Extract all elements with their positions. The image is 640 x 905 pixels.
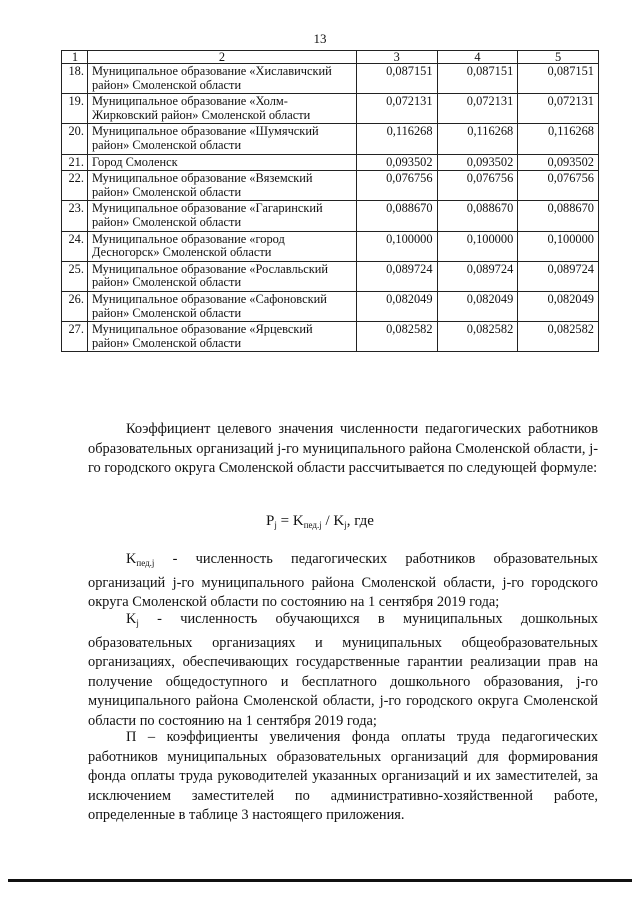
value-col-5: 0,072131 xyxy=(518,94,599,124)
kped-symbol-sub: пед.j xyxy=(136,558,155,568)
value-col-3: 0,100000 xyxy=(356,231,437,261)
bottom-rule xyxy=(8,879,632,882)
row-number: 20. xyxy=(62,124,88,154)
value-col-5: 0,100000 xyxy=(518,231,599,261)
table-row xyxy=(62,171,599,201)
formula xyxy=(0,513,640,530)
value-col-4: 0,088670 xyxy=(437,201,518,231)
value-col-3: 0,116268 xyxy=(356,124,437,154)
table-row xyxy=(62,231,599,261)
table-row xyxy=(62,124,599,154)
value-col-4: 0,093502 xyxy=(437,154,518,171)
table-row xyxy=(62,94,599,124)
row-number: 22. xyxy=(62,171,88,201)
value-col-5: 0,082049 xyxy=(518,291,599,321)
coefficients-table xyxy=(61,50,599,352)
header-col-4: 4 xyxy=(437,51,518,64)
row-number: 21. xyxy=(62,154,88,171)
formula-lhs-sub: j xyxy=(274,520,277,530)
value-col-3: 0,072131 xyxy=(356,94,437,124)
value-col-4: 0,082049 xyxy=(437,291,518,321)
value-col-3: 0,076756 xyxy=(356,171,437,201)
value-col-3: 0,089724 xyxy=(356,261,437,291)
header-col-5: 5 xyxy=(518,51,599,64)
value-col-3: 0,087151 xyxy=(356,64,437,94)
table-header-row xyxy=(62,51,599,64)
value-col-4: 0,116268 xyxy=(437,124,518,154)
value-col-4: 0,087151 xyxy=(437,64,518,94)
definition-kped xyxy=(88,550,598,613)
formula-k1-sub: пед.j xyxy=(303,520,322,530)
header-col-3: 3 xyxy=(356,51,437,64)
header-col-1: 1 xyxy=(62,51,88,64)
value-col-5: 0,116268 xyxy=(518,124,599,154)
table-row xyxy=(62,261,599,291)
kped-text: - численность педагогических работников образовательных организаций j-го муниципального района Смоленской области, j-го городского округа Смоленской области по состоянию на 1 сентября 2019 года; xyxy=(88,551,598,611)
table-row xyxy=(62,154,599,171)
formula-lhs: P xyxy=(266,513,275,529)
row-number: 19. xyxy=(62,94,88,124)
municipality-name: Муниципальное образование «Рославльский район» Смоленской области xyxy=(87,261,356,291)
value-col-5: 0,089724 xyxy=(518,261,599,291)
row-number: 24. xyxy=(62,231,88,261)
value-col-3: 0,088670 xyxy=(356,201,437,231)
municipality-name: Муниципальное образование «Холм-Жирковский район» Смоленской области xyxy=(87,94,356,124)
municipality-name: Муниципальное образование «Ярцевский район» Смоленской области xyxy=(87,322,356,352)
value-col-3: 0,082049 xyxy=(356,291,437,321)
kj-text: - численность обучающихся в муниципальных дошкольных образовательных организациях и муниципальных общеобразовательных организациях, обеспечивающих государственные гарантии реализации прав на получение общедоступного и бесплатного дошкольного образования, j-го муниципального района Смоленской области, j-го городского округа Смоленской области по состоянию на 1 сентября 2019 года; xyxy=(88,611,598,729)
table-row xyxy=(62,322,599,352)
formula-slash: / K xyxy=(321,513,345,529)
row-number: 26. xyxy=(62,291,88,321)
value-col-5: 0,093502 xyxy=(518,154,599,171)
table-row xyxy=(62,291,599,321)
value-col-5: 0,087151 xyxy=(518,64,599,94)
kj-symbol: K xyxy=(126,611,137,627)
intro-paragraph: Коэффициент целевого значения численности педагогических работников образовательных организаций j-го муниципального района Смоленской области, j-го городского округа Смоленской области рассчитывается по следующей формуле: xyxy=(88,421,598,477)
municipality-name: Муниципальное образование «Гагаринский район» Смоленской области xyxy=(87,201,356,231)
row-number: 18. xyxy=(62,64,88,94)
value-col-4: 0,072131 xyxy=(437,94,518,124)
municipality-name: Муниципальное образование «Хиславичский район» Смоленской области xyxy=(87,64,356,94)
municipality-name: Город Смоленск xyxy=(87,154,356,171)
value-col-4: 0,082582 xyxy=(437,322,518,352)
value-col-5: 0,076756 xyxy=(518,171,599,201)
municipality-name: Муниципальное образование «Вяземский район» Смоленской области xyxy=(87,171,356,201)
kj-symbol-sub: j xyxy=(136,618,139,628)
table-row xyxy=(62,64,599,94)
definition-kj xyxy=(88,610,598,732)
row-number: 27. xyxy=(62,322,88,352)
municipality-name: Муниципальное образование «Сафоновский район» Смоленской области xyxy=(87,291,356,321)
value-col-5: 0,088670 xyxy=(518,201,599,231)
municipality-name: Муниципальное образование «Шумячский район» Смоленской области xyxy=(87,124,356,154)
kped-symbol: K xyxy=(126,551,137,567)
value-col-3: 0,082582 xyxy=(356,322,437,352)
municipality-name: Муниципальное образование «город Десногорск» Смоленской области xyxy=(87,231,356,261)
value-col-3: 0,093502 xyxy=(356,154,437,171)
formula-eq: = K xyxy=(276,513,304,529)
value-col-4: 0,089724 xyxy=(437,261,518,291)
definition-p: П – коэффициенты увеличения фонда оплаты труда педагогических работников муниципальных образовательных организаций для формирования фонда оплаты труда руководителей указанных организаций и их заместителей, за исключением заместителей по административно-хозяйственной работе, определенные в таблице 3 настоящего приложения. xyxy=(88,729,598,824)
table-row xyxy=(62,201,599,231)
row-number: 23. xyxy=(62,201,88,231)
formula-tail: , где xyxy=(346,513,374,529)
value-col-5: 0,082582 xyxy=(518,322,599,352)
formula-k2-sub: j xyxy=(344,520,347,530)
value-col-4: 0,100000 xyxy=(437,231,518,261)
page-number: 13 xyxy=(313,31,327,46)
value-col-4: 0,076756 xyxy=(437,171,518,201)
header-col-2: 2 xyxy=(87,51,356,64)
row-number: 25. xyxy=(62,261,88,291)
